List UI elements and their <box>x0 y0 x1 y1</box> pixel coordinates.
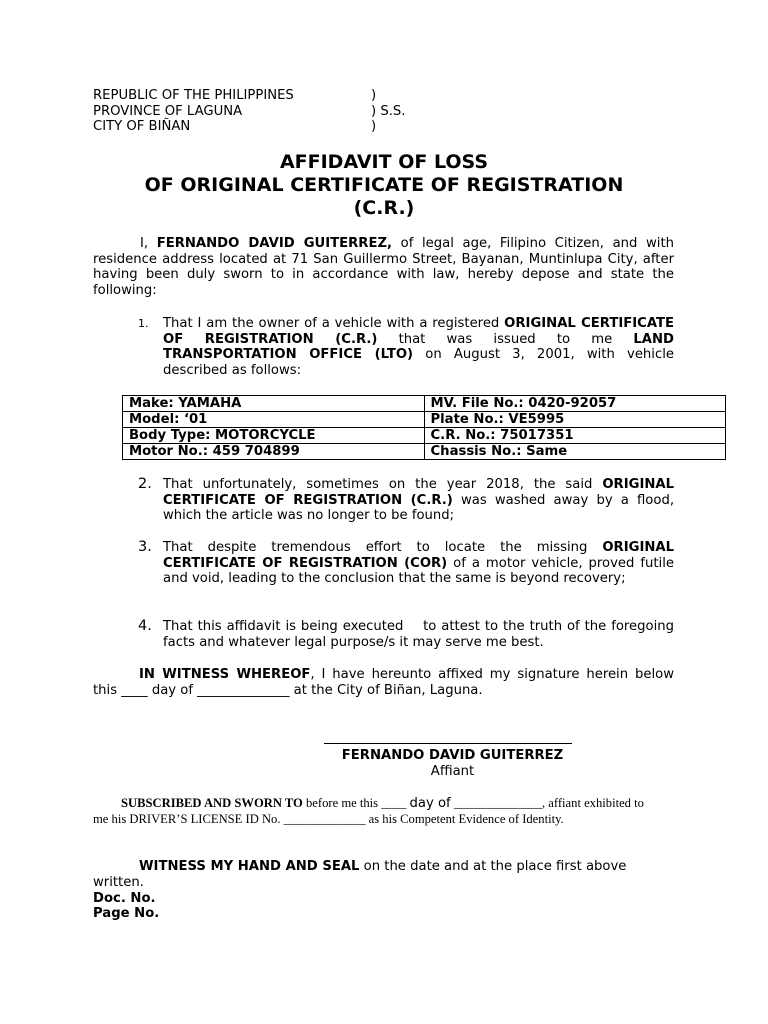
witness-rest: , I have hereunto affixed my signature herein below this ____ day of ______________ at the City of Biñan, Laguna. <box>93 667 674 698</box>
affiant-name: FERNANDO DAVID GUITERREZ, <box>156 236 393 251</box>
venue-left: PROVINCE OF LAGUNA <box>93 103 243 119</box>
hand-seal-rest: on the date and at the place first above written. <box>93 859 627 890</box>
jurat-bold: SUBSCRIBED AND SWORN TO <box>121 796 303 810</box>
title-line-2: OF ORIGINAL CERTIFICATE OF REGISTRATION <box>144 174 624 196</box>
vehicle-chassis-no: Chassis No.: Same <box>424 444 726 460</box>
vehicle-plate-no: Plate No.: VE5995 <box>424 412 726 428</box>
page-no: Page No. <box>93 906 160 921</box>
venue-right: ) <box>371 119 377 135</box>
title-line-1: AFFIDAVIT OF LOSS <box>279 151 489 173</box>
intro-pre: I, <box>140 236 157 251</box>
item-text <box>163 477 674 524</box>
item-1 <box>138 316 674 378</box>
venue-line-province <box>93 104 405 120</box>
venue-line-republic <box>93 88 405 104</box>
item-text-part: That despite tremendous effort to locate the missing <box>163 540 603 555</box>
item-text <box>163 540 674 587</box>
table-row <box>123 396 726 412</box>
item-text-part: that was issued to me <box>377 331 634 347</box>
hand-seal-bold: WITNESS MY HAND AND SEAL <box>139 859 360 874</box>
vehicle-motor-no: Motor No.: 459 704899 <box>123 444 425 460</box>
table-row <box>123 428 726 444</box>
item-text-part: of a motor vehicle, proved futile and void, leading to the conclusion that the same is beyond recovery; <box>163 555 674 587</box>
witness-paragraph <box>93 667 674 698</box>
vehicle-table <box>122 395 726 460</box>
signatory-role: Affiant <box>430 763 475 779</box>
document-title <box>93 151 675 220</box>
hand-seal-paragraph <box>93 859 674 890</box>
signature-block <box>300 748 605 779</box>
venue-right: ) <box>371 88 377 103</box>
venue-left: REPUBLIC OF THE PHILIPPINES <box>93 88 294 103</box>
item-4 <box>138 618 679 650</box>
item-number: 3. <box>138 539 152 555</box>
item-text-bold: ORIGINAL CERTIFICATE OF REGISTRATION (C.R.) <box>163 316 675 347</box>
title-line-3: (C.R.) <box>353 197 415 219</box>
vehicle-cr-no: C.R. No.: 75017351 <box>424 428 726 444</box>
item-3 <box>138 540 674 587</box>
signature-line <box>324 743 572 744</box>
table-row <box>123 444 726 460</box>
doc-no: Doc. No. <box>93 891 156 906</box>
intro-paragraph <box>93 236 674 298</box>
item-text-part: That unfortunately, sometimes on the year 2018, the said <box>163 477 603 492</box>
jurat-text: before me this ____ <box>302 796 410 810</box>
item-number: 4. <box>138 618 152 634</box>
table-row <box>123 412 726 428</box>
item-2 <box>138 477 674 524</box>
item-text-bold: LAND TRANSPORTATION OFFICE (LTO) <box>163 331 674 363</box>
venue-block <box>93 88 405 135</box>
item-number: 2. <box>138 476 152 492</box>
jurat-day-of: day of <box>409 796 451 811</box>
item-number: 1. <box>138 317 149 330</box>
jurat-text: ______________, affiant exhibited to me his DRIVER’S LICENSE ID No. _____________ as his Competent Evidence of Identity. <box>93 796 644 826</box>
witness-bold: IN WITNESS WHEREOF <box>139 667 311 682</box>
venue-left: CITY OF BIÑAN <box>93 119 191 135</box>
item-text-part: on August 3, 2001, with vehicle described as follows: <box>163 347 674 378</box>
signatory-name: FERNANDO DAVID GUITERREZ <box>341 748 564 763</box>
vehicle-model: Model: ‘01 <box>123 412 425 428</box>
vehicle-make: Make: YAMAHA <box>123 396 425 412</box>
venue-line-city <box>93 119 405 135</box>
venue-right: ) S.S. <box>371 103 406 119</box>
item-text-bold: ORIGINAL CERTIFICATE OF REGISTRATION (COR) <box>163 540 674 571</box>
intro-post: of legal age, Filipino Citizen, and with residence address located at 71 San Guillermo Street, Bayanan, Muntinlupa City, after having been duly sworn to in accordance with law, hereby depose and state the following: <box>93 236 674 298</box>
vehicle-body-type: Body Type: MOTORCYCLE <box>123 428 425 444</box>
item-text-bold: ORIGINAL CERTIFICATE OF REGISTRATION (C.R.) <box>163 477 674 508</box>
item-text <box>163 316 674 378</box>
item-text: That this affidavit is being executed to attest to the truth of the foregoing facts and whatever legal purpose/s it may serve me best. <box>163 619 679 650</box>
item-text-part: That I am the owner of a vehicle with a registered <box>163 316 505 331</box>
item-text-part: was washed away by a flood, which the article was no longer to be found; <box>163 492 675 524</box>
vehicle-file-no: MV. File No.: 0420-92057 <box>424 396 726 412</box>
jurat-paragraph <box>93 796 661 827</box>
